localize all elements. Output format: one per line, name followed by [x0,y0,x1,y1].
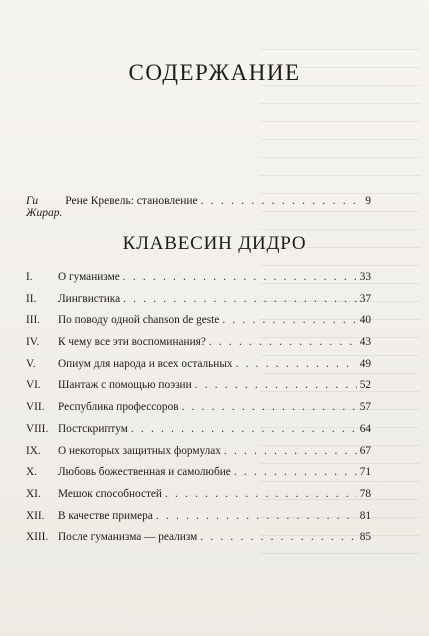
chapter-number: VII. [26,401,45,414]
chapter-title: О гуманизме [58,271,120,283]
chapter-page-number: 52 [359,379,371,392]
chapter-title: По поводу одной chanson de geste [58,314,220,327]
chapter-number: XI. [26,487,41,500]
toc-row [26,508,371,530]
toc-row [26,464,371,486]
chapter-title: К чему все эти воспоминания? [58,336,206,349]
leader-dots [165,486,357,502]
chapter-page-number: 71 [359,466,371,479]
preface-author: Ги Жирар. [26,195,63,219]
leader-dots [224,443,357,459]
chapter-title: Мешок способностей [58,487,162,500]
chapter-number: III. [26,314,41,327]
toc-row [26,312,371,334]
chapter-title: После гуманизма — реализм [58,531,198,544]
toc-row [26,334,371,356]
chapter-page-number: 78 [359,487,371,500]
leader-dots [209,334,357,350]
chapter-title: О некоторых защитных формулах [58,444,221,457]
leader-dots [200,529,356,545]
chapter-page-number: 57 [359,401,371,414]
leader-dots [234,464,357,480]
chapter-number: XIII. [26,531,49,544]
chapter-number: V. [26,357,36,370]
toc-row [26,399,371,421]
leader-dots [222,312,356,328]
toc-row [26,421,371,443]
toc-row [26,443,371,465]
toc-row [26,356,371,378]
section-title: КЛАВЕСИН ДИДРО [122,233,307,254]
leader-dots [201,195,363,207]
chapter-page-number: 33 [359,271,371,283]
toc-row [26,291,371,313]
toc-row [26,269,371,291]
preface-text: Рене Кревель: становление [65,195,198,207]
chapter-number: VI. [26,379,41,392]
toc-row [26,486,371,508]
chapter-title: Опиум для народа и всех остальных [58,357,233,370]
preface-page-number: 9 [365,195,371,207]
chapter-number: VIII. [26,422,49,435]
leader-dots [236,356,357,372]
preface-entry [26,195,371,219]
chapter-page-number: 40 [359,314,371,327]
toc-row [26,529,371,551]
leader-dots [182,399,357,415]
chapter-number: I. [26,271,33,283]
page-title: СОДЕРЖАНИЕ [128,60,301,85]
chapter-page-number: 49 [359,357,371,370]
chapter-page-number: 81 [359,509,371,522]
leader-dots [123,269,357,285]
chapter-number: IV. [26,336,40,349]
toc-list [26,269,371,551]
chapter-number: XII. [26,509,45,522]
chapter-number: X. [26,466,37,479]
chapter-number: II. [26,292,37,305]
chapter-page-number: 37 [359,292,371,305]
chapter-title: Шантаж с помощью поэзии [58,379,192,392]
chapter-page-number: 64 [359,422,371,435]
chapter-page-number: 85 [359,531,371,544]
chapter-title: Лингвистика [58,292,121,305]
leader-dots [156,508,357,524]
chapter-page-number: 67 [359,444,371,457]
chapter-title: Республика профессоров [58,401,179,414]
chapter-title: Постскриптум [58,422,128,435]
toc-row [26,377,371,399]
leader-dots [123,291,357,307]
leader-dots [131,421,357,437]
chapter-number: IX. [26,444,41,457]
chapter-page-number: 43 [359,336,371,349]
leader-dots [195,377,357,393]
chapter-title: Любовь божественная и самолюбие [58,466,231,479]
chapter-title: В качестве примера [58,509,153,522]
